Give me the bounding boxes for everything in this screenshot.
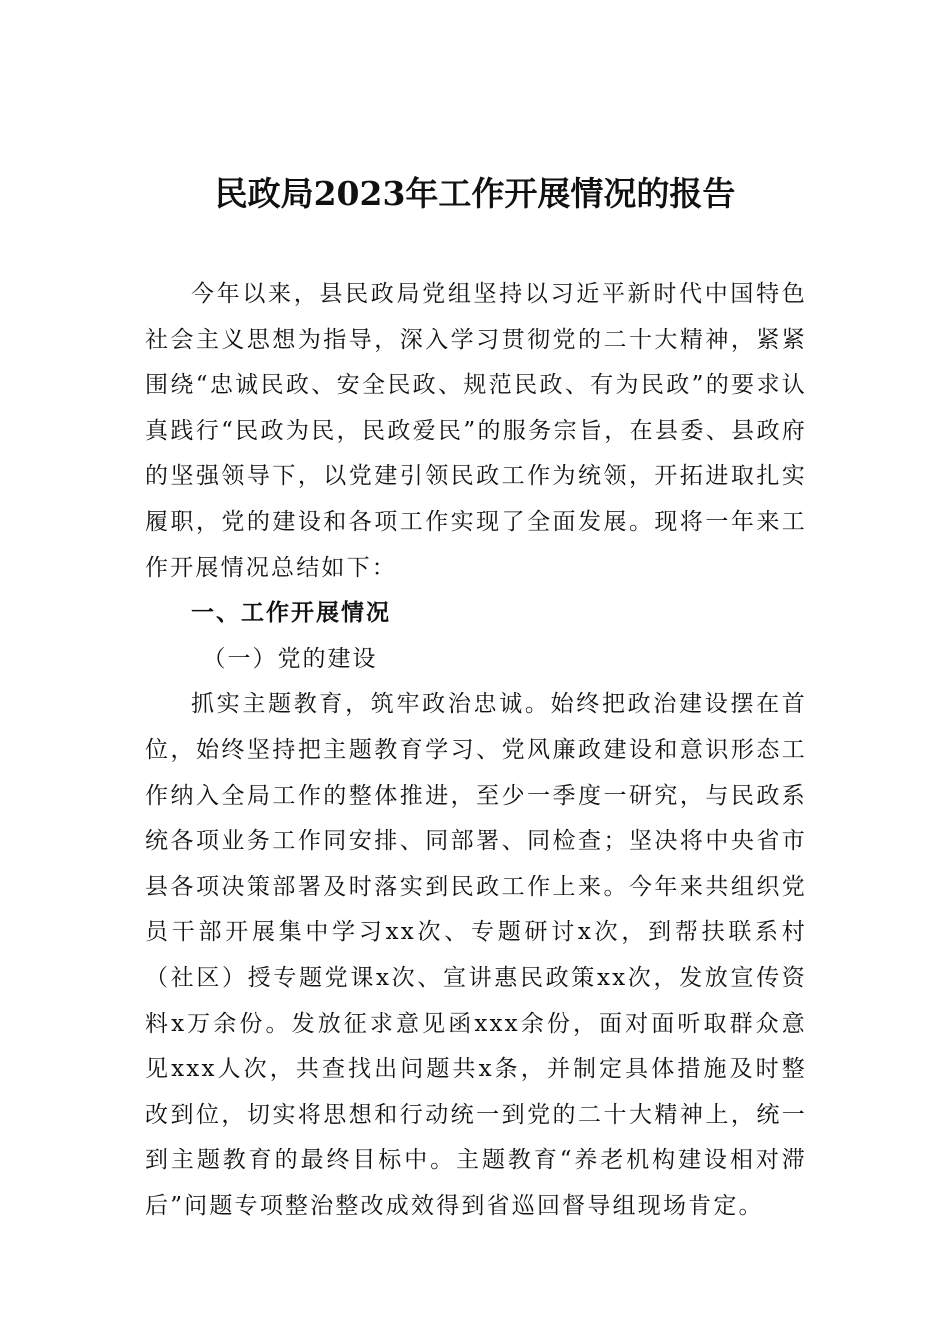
- subsection-heading: （一）党的建设: [202, 645, 378, 672]
- document-body: [145, 272, 807, 1229]
- section-heading: 一、工作开展情况: [191, 600, 391, 627]
- document-title: 民政局2023年工作开展情况的报告: [214, 174, 736, 213]
- intro-paragraph: 今年以来，县民政局党组坚持以习近平新时代中国特色社会主义思想为指导，深入学习贯彻党的二十大精神，紧紧围绕“忠诚民政、安全民政、规范民政、有为民政”的要求认真践行“民政为民，民政爱民”的服务宗旨，在县委、县政府的坚强领导下，以党建引领民政工作为统领，开拓进取扎实履职，党的建设和各项工作实现了全面发展。现将一年来工作开展情况总结如下：: [145, 281, 807, 581]
- party-building-paragraph: 抓实主题教育，筑牢政治忠诚。始终把政治建设摆在首位，始终坚持把主题教育学习、党风廉政建设和意识形态工作纳入全局工作的整体推进，至少一季度一研究，与民政系统各项业务工作同安排、同部署、同检查；坚决将中央省市县各项决策部署及时落实到民政工作上来。今年来共组织党员干部开展集中学习xx次、专题研讨x次，到帮扶联系村（社区）授专题党课x次、宣讲惠民政策xx次，发放宣传资料x万余份。发放征求意见函xxx余份，面对面听取群众意见xxx人次，共查找出问题共x条，并制定具体措施及时整改到位，切实将思想和行动统一到党的二十大精神上，统一到主题教育的最终目标中。主题教育“养老机构建设相对滞后”问题专项整治整改成效得到省巡回督导组现场肯定。: [145, 691, 807, 1219]
